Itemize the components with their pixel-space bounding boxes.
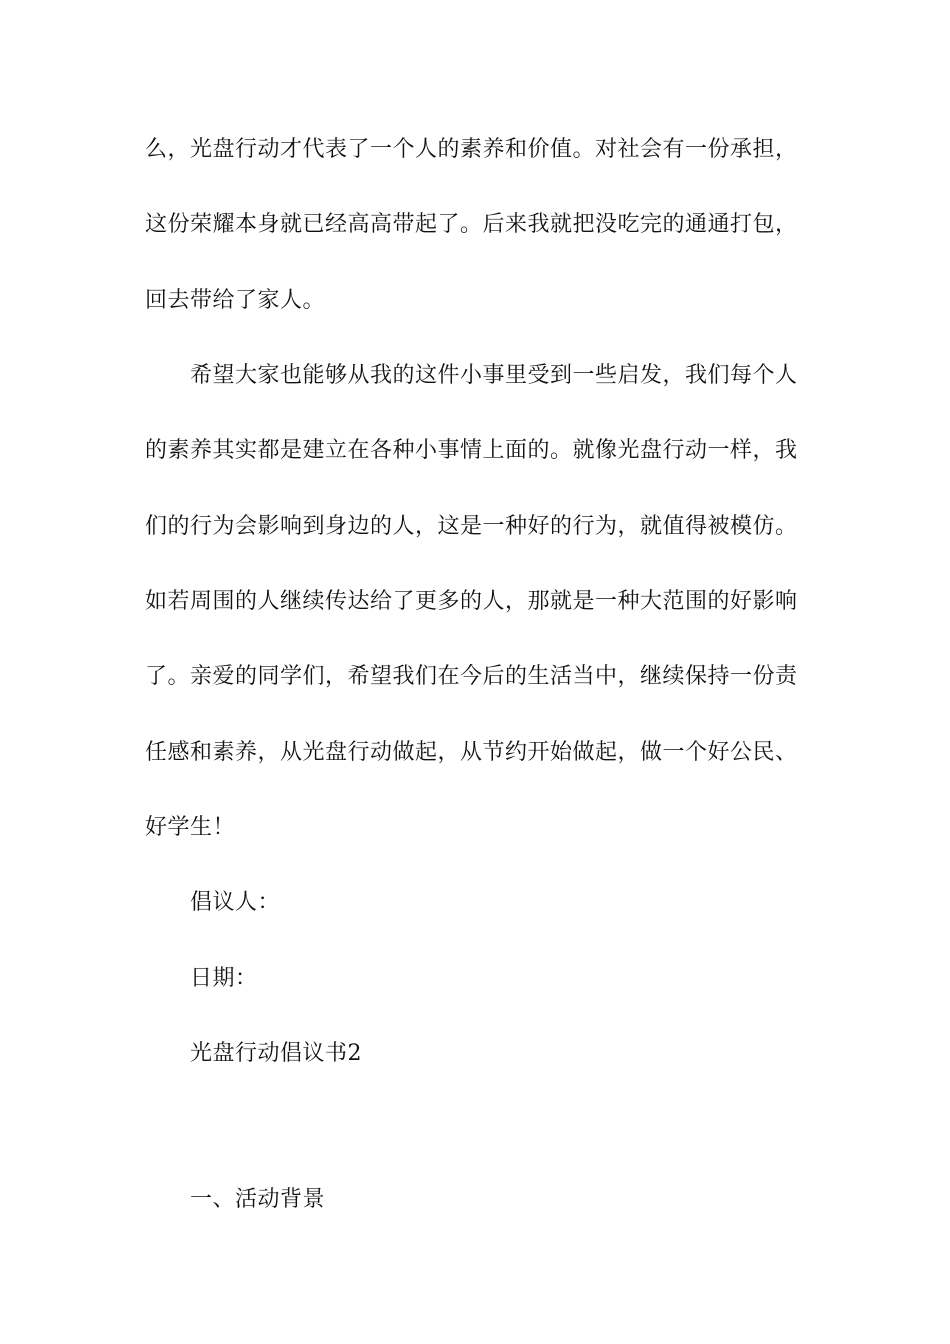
paragraph-line: 任感和素养，从光盘行动做起，从节约开始做起，做一个好公民、 [145,740,798,765]
paragraph-line: 们的行为会影响到身边的人，这是一种好的行为，就值得被模仿。 [145,514,798,539]
section-title: 光盘行动倡议书2 [190,1041,362,1066]
paragraph-line: 这份荣耀本身就已经高高带起了。后来我就把没吃完的通通打包， [145,212,798,237]
paragraph-line: 回去带给了家人。 [145,288,326,313]
paragraph-line: 希望大家也能够从我的这件小事里受到一些启发，我们每个人 [190,363,798,388]
paragraph-line: 么，光盘行动才代表了一个人的素养和价值。对社会有一份承担， [145,137,798,162]
paragraph-line: 了。亲爱的同学们，希望我们在今后的生活当中，继续保持一份责 [145,664,798,689]
paragraph-line: 如若周围的人继续传达给了更多的人，那就是一种大范围的好影响 [145,589,798,614]
proposer-label: 倡议人： [190,890,281,915]
paragraph-line: 好学生！ [145,815,236,840]
date-label: 日期： [190,966,258,991]
paragraph-line: 的素养其实都是建立在各种小事情上面的。就像光盘行动一样，我 [145,438,798,463]
section-heading: 一、活动背景 [190,1187,326,1212]
